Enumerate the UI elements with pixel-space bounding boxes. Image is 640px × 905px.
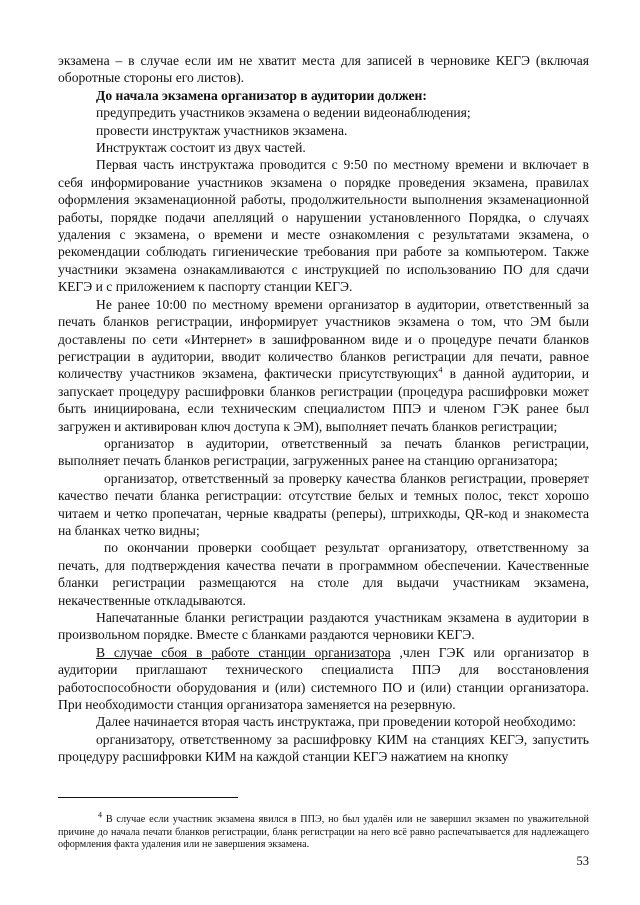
- paragraph: организатору, ответственному за расшифровку КИМ на станциях КЕГЭ, запустить процедуру расшифровки КИМ на каждой станции КЕГЭ нажатием на кнопку: [58, 731, 589, 765]
- list-item: провести инструктаж участников экзамена.: [96, 122, 348, 138]
- page-number: 53: [576, 854, 589, 868]
- page-body: [58, 52, 589, 766]
- footnote-reference: 4: [438, 365, 443, 375]
- paragraph-continuation: экзамена – в случае если им не хватит места для записей в черновике КЕГЭ (включая оборотные стороны его листов).: [58, 53, 589, 86]
- paragraph: [58, 296, 589, 435]
- paragraph-text: в данной аудитории, и запускает процедуру расшифровки бланков регистрации (процедура расшифровки может быть инициирована, если техническим специалистом ППЭ и членом ГЭК ранее был загружен и активирован ключ доступа к ЭМ), выполняет печать бланков регистрации;: [58, 366, 589, 434]
- paragraph-text: ,член ГЭК или организатор в аудитории приглашают технического специалиста ППЭ для восстановления работоспособности оборудования и (или) системного ПО и (или) станции организатора. При необходимости станция организатора заменяется на резервную.: [58, 644, 589, 713]
- paragraph: Инструктаж состоит из двух частей.: [96, 140, 306, 156]
- underlined-phrase: В случае сбоя в работе станции организатора: [96, 644, 391, 660]
- footnote-separator: [58, 797, 238, 798]
- paragraph: организатор, ответственный за проверку качества бланков регистрации, проверяет качество печати бланка регистрации: отсутствие белых и темных полос, текст хорошо читаем и четко пропечатан, черные квадраты (реперы), штрихкоды, QR-код и знакоместа на бланках четко видны;: [58, 470, 589, 538]
- paragraph: Далее начинается вторая часть инструктажа, при проведении которой необходимо:: [96, 714, 577, 730]
- footnote: [58, 810, 589, 852]
- footnote-mark: 4: [98, 810, 102, 820]
- paragraph: Первая часть инструктажа проводится с 9:50 по местному времени и включает в себя информирование участников экзамена о порядке проведения экзамена, правилах оформления экзаменационной работы, продолжительности выполнения экзаменационной работы, порядке подачи апелляций о нарушении установленного Порядка, о случаях удаления с экзамена, о времени и месте ознакомления с результатами экзамена, о рекомендации соблюдать гигиенические требования при работе за компьютером. Также участники экзамена ознакамливаются с инструкцией по использованию ПО для сдачи КЕГЭ и с приложением к паспорту станции КЕГЭ.: [58, 157, 589, 295]
- footnote-text: В случае если участник экзамена явился в ППЭ, но был удалён или не завершил экзамен по уважительной причине до начала печати бланков регистрации, бланк регистрации на него всё равно распечатывается для надлежащего оформления факта удаления или не завершения экзамена.: [58, 814, 589, 851]
- paragraph: Напечатанные бланки регистрации раздаются участникам экзамена в аудитории в произвольном порядке. Вместе с бланками раздаются черновики КЕГЭ.: [58, 610, 589, 643]
- list-item: предупредить участников экзамена о ведении видеонаблюдения;: [96, 105, 471, 121]
- paragraph: организатор в аудитории, ответственный за печать бланков регистрации, выполняет печать бланков регистрации, загруженных ранее на станцию организатора;: [58, 435, 589, 469]
- paragraph: [58, 644, 589, 714]
- paragraph-text: Не ранее 10:00 по местному времени организатор в аудитории, ответственный за печать бланков регистрации, информирует участников экзамена о том, что ЭМ были доставлены по сети «Интернет» в зашифрованном виде и о процедуре печати бланков регистрации в аудитории, вводит количество бланков регистрации для печати, равное количеству участников экзамена, фактически присутствующих: [58, 296, 589, 382]
- section-heading: До начала экзамена организатор в аудитории должен:: [96, 87, 427, 103]
- paragraph: по окончании проверки сообщает результат организатору, ответственному за печать, для подтверждения качества печати в программном обеспечении. Качественные бланки регистрации размещаются на столе для выдачи участникам экзамена, некачественные откладываются.: [58, 540, 589, 608]
